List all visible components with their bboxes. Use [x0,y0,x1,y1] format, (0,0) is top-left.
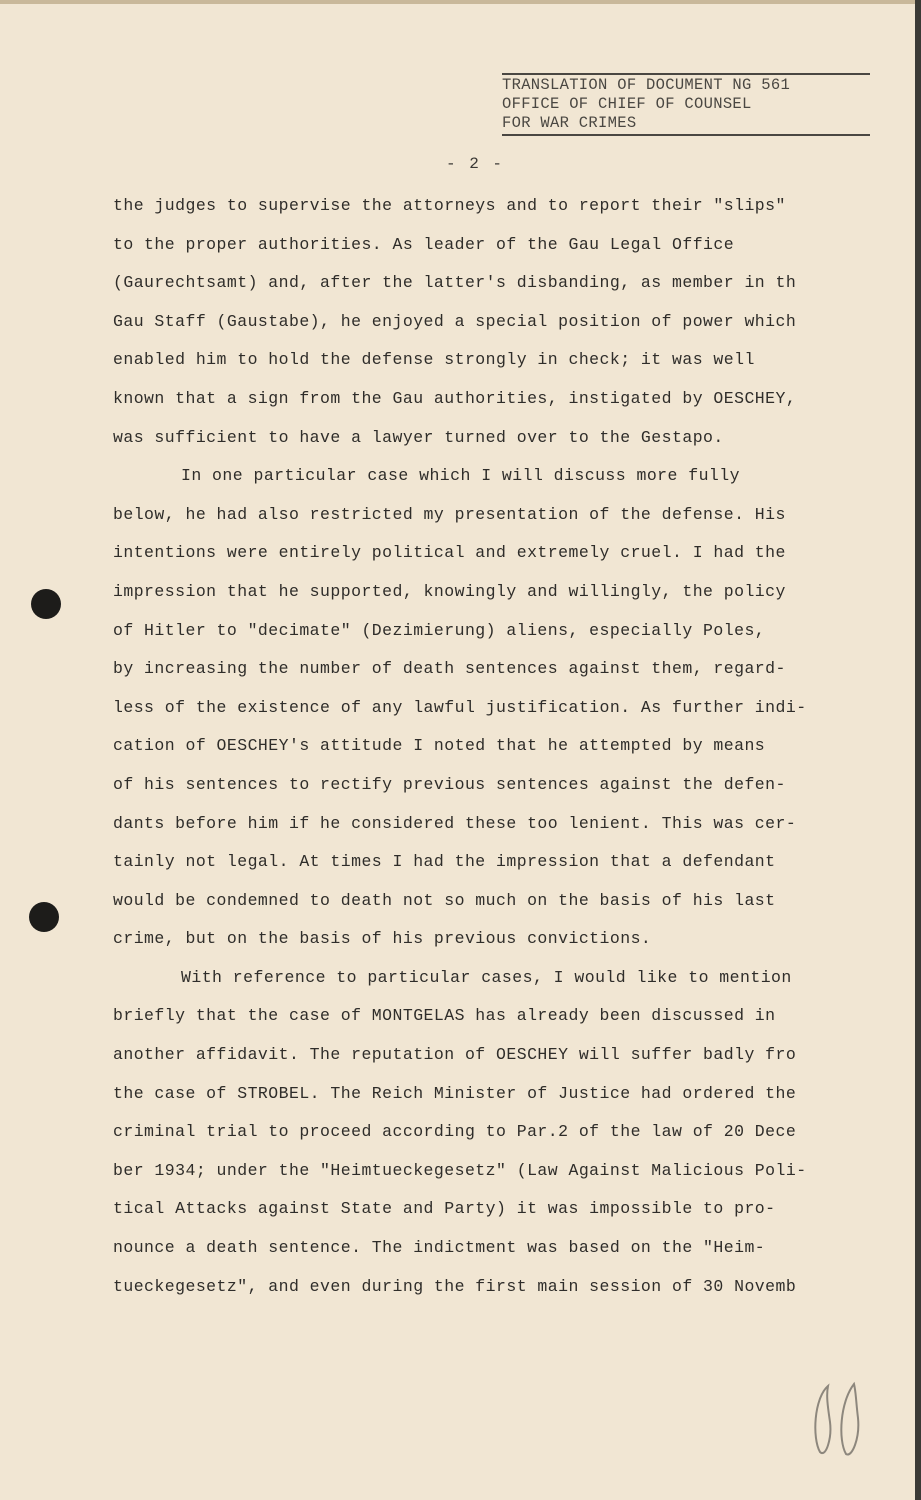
text-line: dants before him if he considered these too lenient. This was cer- [113,813,797,833]
text-line: briefly that the case of MONTGELAS has already been discussed in [113,1006,776,1026]
text-line: nounce a death sentence. The indictment was based on the "Heim- [113,1238,766,1258]
page-number: - 2 - [446,155,505,173]
punch-hole [29,902,59,932]
text-line: was sufficient to have a lawyer turned over to the Gestapo. [113,427,724,447]
top-edge [0,0,921,4]
text-line: by increasing the number of death sentences against them, regard- [113,659,786,679]
text-line: the case of STROBEL. The Reich Minister of Justice had ordered the [113,1083,797,1103]
punch-hole [31,589,61,619]
right-edge [915,0,921,1500]
header-line-war-crimes: FOR WAR CRIMES [502,114,637,132]
text-line: would be condemned to death not so much on the basis of his last [113,890,776,910]
text-line: the judges to supervise the attorneys and to report their "slips" [113,196,786,215]
paragraph-start-line: In one particular case which I will discuss more fully [181,466,740,486]
text-line: impression that he supported, knowingly and willingly, the policy [113,581,786,601]
text-line: known that a sign from the Gau authorities, instigated by OESCHEY, [113,388,797,408]
document-header [502,76,870,133]
text-line: tainly not legal. At times I had the impression that a defendant [113,852,776,872]
header-rule-top [502,73,870,75]
text-line: of his sentences to rectify previous sentences against the defen- [113,774,786,794]
text-line: ber 1934; under the "Heimtueckegesetz" (Law Against Malicious Poli- [113,1160,807,1180]
paragraph-start-line: With reference to particular cases, I would like to mention [181,967,792,987]
text-line: of Hitler to "decimate" (Dezimierung) aliens, especially Poles, [113,620,766,640]
text-line: enabled him to hold the defense strongly in check; it was well [113,350,755,370]
header-line-office: OFFICE OF CHIEF OF COUNSEL [502,95,752,113]
text-line: tueckegesetz", and even during the first main session of 30 Novemb [113,1276,797,1296]
text-line: criminal trial to proceed according to Par.2 of the law of 20 Dece [113,1122,797,1142]
body-text [113,194,883,1313]
header-line-translation: TRANSLATION OF DOCUMENT NG 561 [502,76,791,94]
text-line: crime, but on the basis of his previous convictions. [113,929,652,949]
text-line: intentions were entirely political and extremely cruel. I had the [113,543,786,563]
text-line: to the proper authorities. As leader of the Gau Legal Office [113,234,735,254]
text-line: cation of OESCHEY's attitude I noted that he attempted by means [113,736,766,756]
handwritten-mark-icon [806,1378,876,1458]
text-line: Gau Staff (Gaustabe), he enjoyed a special position of power which [113,311,797,331]
text-line: (Gaurechtsamt) and, after the latter's disbanding, as member in th [113,273,797,293]
header-rule-bottom [502,134,870,136]
text-line: less of the existence of any lawful justification. As further indi- [113,697,807,717]
text-line: tical Attacks against State and Party) it was impossible to pro- [113,1199,776,1219]
text-line: another affidavit. The reputation of OESCHEY will suffer badly fro [113,1045,797,1065]
text-line: below, he had also restricted my presentation of the defense. His [113,504,786,524]
